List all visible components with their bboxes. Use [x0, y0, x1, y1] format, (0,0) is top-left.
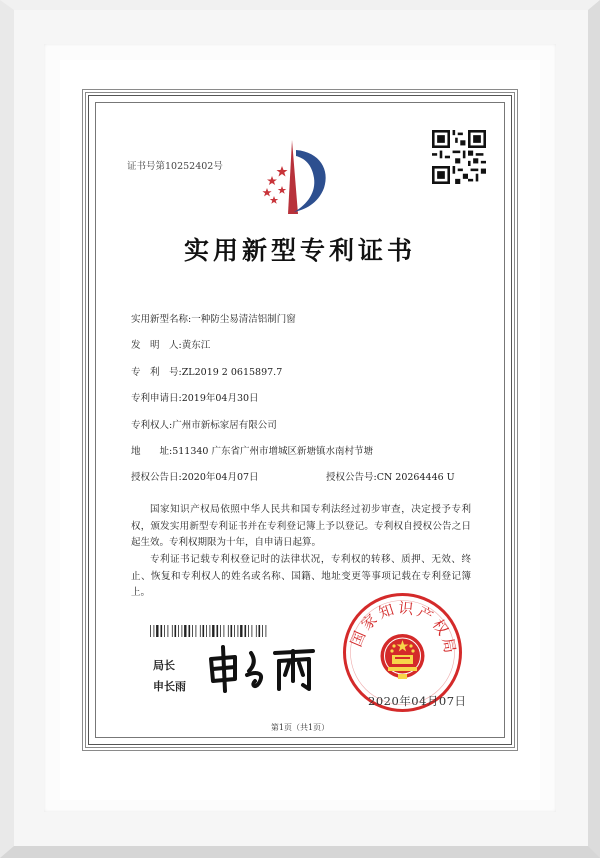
barcode-bar	[172, 625, 173, 637]
utility-model-name-value: 一种防尘易清洁铝制门窗	[191, 314, 296, 325]
page-number: 第1页（共1页）	[270, 723, 330, 732]
barcode-bar	[178, 625, 179, 637]
barcode-bar	[168, 625, 169, 637]
barcode-bar	[150, 625, 151, 637]
certificate-title: 实用新型专利证书	[183, 236, 416, 265]
address-row	[131, 443, 373, 457]
legal-status-paragraph: 专利证书记载专利权登记时的法律状况，专利权的转移、质押、无效、终止、恢复和专利权人的姓名或名称、国籍、地址变更等事项记载在专利登记簿上。	[131, 554, 471, 598]
patent-number-row	[131, 364, 282, 378]
barcode-bar	[224, 625, 225, 637]
barcode-bar	[256, 625, 257, 637]
patent-number-value: ZL2019 2 0615897.7	[181, 367, 283, 378]
barcode-bar	[266, 625, 267, 637]
barcode-bar	[161, 625, 163, 637]
announcement-number-row	[326, 469, 455, 483]
barcode-bar	[212, 625, 214, 637]
announcement-number-label: 授权公告号:	[326, 472, 377, 483]
application-date-row	[131, 390, 259, 404]
barcode-bar	[240, 625, 242, 637]
patent-number-label: 专 利 号:	[131, 367, 182, 378]
announcement-date-value: 2020年04月07日	[181, 472, 259, 483]
address-value: 511340 广东省广州市增城区新塘镇水南村节塘	[172, 446, 373, 457]
barcode-bar	[164, 625, 165, 637]
seal-date: 2020年04月07日	[368, 694, 467, 708]
grant-statement-paragraph: 国家知识产权局依照中华人民共和国专利法经过初步审查，决定授予专利权，颁发实用新型专利证书并在专利登记簿上予以登记。专利权自授权公告之日起生效。专利权期限为十年，自申请日起算。	[131, 504, 471, 548]
barcode-bar	[206, 625, 207, 637]
barcode-bar	[200, 625, 201, 637]
patentee-value: 广州市新标家居有限公司	[172, 420, 277, 431]
utility-model-name-row	[131, 311, 296, 325]
announcement-date-label: 授权公告日:	[131, 472, 182, 483]
patentee-label: 专利权人:	[131, 420, 173, 431]
inventor-value: 黄东江	[181, 340, 211, 351]
application-date-label: 专利申请日:	[131, 393, 182, 404]
barcode-bar	[231, 625, 233, 637]
inventor-row	[131, 337, 210, 351]
barcode-bar	[234, 625, 235, 637]
announcement-date-row	[131, 469, 259, 483]
inventor-label: 发 明 人:	[131, 340, 182, 351]
address-label: 地 址:	[131, 446, 173, 457]
announcement-number-value: CN 20264446 U	[376, 472, 455, 483]
barcode-bar	[220, 625, 221, 637]
barcode-bar	[228, 625, 229, 637]
utility-model-name-label: 实用新型名称:	[131, 314, 192, 325]
barcode-bar	[238, 625, 239, 637]
barcode-bar	[248, 625, 249, 637]
barcode-bar	[259, 625, 261, 637]
application-date-value: 2019年04月30日	[181, 393, 259, 404]
patent-office-logo-icon	[258, 138, 338, 220]
certificate-number: 证书号第10252402号	[127, 161, 223, 172]
barcode-bar	[245, 625, 247, 637]
barcode-bar	[156, 625, 158, 637]
barcode-bar	[182, 625, 183, 637]
patentee-row	[131, 417, 277, 431]
barcode-bar	[252, 625, 253, 637]
director-title: 局长	[153, 659, 175, 672]
barcode-bar	[189, 625, 191, 637]
barcode-bar	[217, 625, 219, 637]
barcode-bar	[184, 625, 186, 637]
qr-code-icon	[432, 130, 486, 184]
barcode-bar	[175, 625, 177, 637]
barcode-icon	[150, 625, 270, 637]
barcode-bar	[210, 625, 211, 637]
barcode-bar	[154, 625, 155, 637]
barcode-bar	[192, 625, 193, 637]
director-name: 申长雨	[153, 680, 186, 693]
barcode-bar	[262, 625, 263, 637]
signature-icon	[205, 645, 320, 693]
barcode-bar	[203, 625, 205, 637]
seal-text: 国家知识产权局	[346, 598, 460, 658]
barcode-bar	[196, 625, 197, 637]
